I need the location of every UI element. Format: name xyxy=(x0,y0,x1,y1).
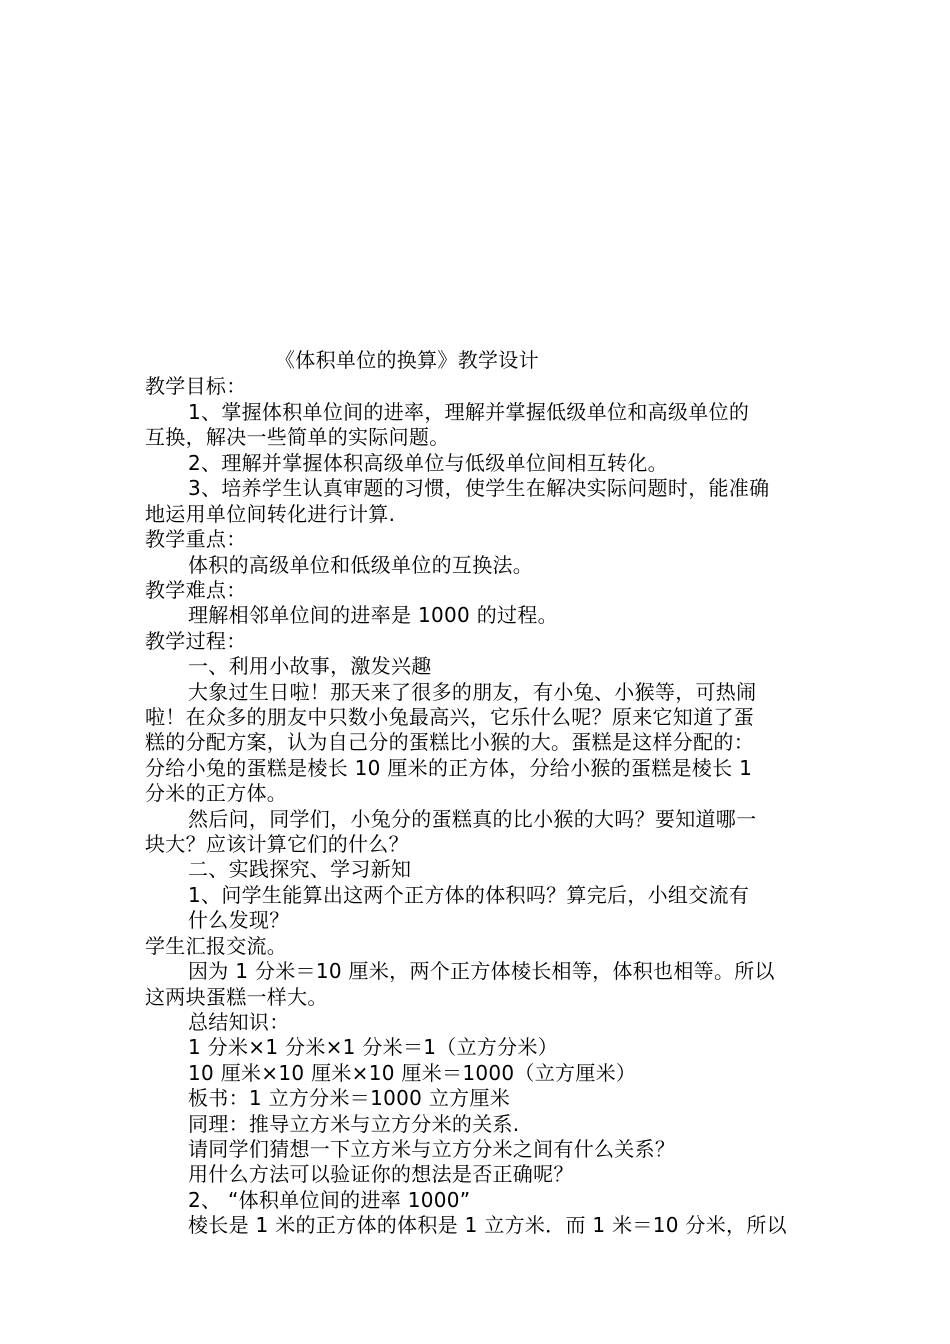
blackboard-note: 板书：1 立方分米＝1000 立方厘米 xyxy=(188,1086,511,1110)
difficulties-text: 理解相邻单位间的进率是 1000 的过程。 xyxy=(188,603,558,627)
guess-question: 请同学们猜想一下立方米与立方分米之间有什么关系？ xyxy=(188,1137,676,1161)
key-points-text: 体积的高级单位和低级单位的互换法。 xyxy=(188,553,534,577)
question-paragraph-line-2: 块大？应该计算它们的什么？ xyxy=(145,832,409,856)
verify-question: 用什么方法可以验证你的想法是否正确呢？ xyxy=(188,1162,574,1186)
derivation-note: 同理：推导立方米与立方分米的关系. xyxy=(188,1112,520,1136)
section-2-heading: 二、实践探究、学习新知 xyxy=(188,857,412,881)
objective-1-cont: 互换，解决一些简单的实际问题。 xyxy=(145,425,450,449)
formula-cubic-decimeter: 1 分米×1 分米×1 分米＝1（立方分米） xyxy=(188,1035,559,1059)
heading-key-points: 教学重点： xyxy=(145,527,247,551)
story-paragraph-line-5: 分米的正方体。 xyxy=(145,781,288,805)
objective-2: 2、理解并掌握体积高级单位与低级单位间相互转化。 xyxy=(188,451,668,475)
objective-3-cont: 地运用单位间转化进行计算. xyxy=(145,502,396,526)
step-1-line-1: 1、问学生能算出这两个正方体的体积吗？算完后，小组交流有 xyxy=(188,883,750,907)
document-title: 《体积单位的换算》教学设计 xyxy=(275,348,539,372)
reason-line-1: 因为 1 分米＝10 厘米，两个正方体棱长相等，体积也相等。所以 xyxy=(188,959,775,983)
question-paragraph-line-1: 然后问，同学们，小兔分的蛋糕真的比小猴的大吗？要知道哪一 xyxy=(188,807,757,831)
heading-process: 教学过程： xyxy=(145,629,247,653)
objective-3: 3、培养学生认真审题的习惯，使学生在解决实际问题时，能准确 xyxy=(188,476,770,500)
story-paragraph-line-2: 啦！在众多的朋友中只数小兔最高兴，它乐什么呢？原来它知道了蛋 xyxy=(145,705,754,729)
story-paragraph-line-4: 分给小兔的蛋糕是棱长 10 厘米的正方体，分给小猴的蛋糕是棱长 1 xyxy=(145,756,753,780)
heading-difficulties: 教学难点： xyxy=(145,578,247,602)
formula-cubic-centimeter: 10 厘米×10 厘米×10 厘米＝1000（立方厘米） xyxy=(188,1061,637,1085)
student-report: 学生汇报交流。 xyxy=(145,934,288,958)
step-1-line-2: 什么发现？ xyxy=(188,908,290,932)
reason-line-2: 这两块蛋糕一样大。 xyxy=(145,985,328,1009)
story-paragraph-line-1: 大象过生日啦！那天来了很多的朋友，有小兔、小猴等，可热闹 xyxy=(188,680,757,704)
summary-heading: 总结知识： xyxy=(188,1010,290,1034)
section-1-heading: 一、利用小故事，激发兴趣 xyxy=(188,654,432,678)
heading-teaching-objectives: 教学目标： xyxy=(145,374,247,398)
cube-meter-line: 棱长是 1 米的正方体的体积是 1 立方米．而 1 米＝10 分米，所以 xyxy=(188,1213,787,1237)
step-2-heading: 2、 “体积单位间的进率 1000” xyxy=(188,1188,471,1212)
story-paragraph-line-3: 糕的分配方案，认为自己分的蛋糕比小猴的大。蛋糕是这样分配的： xyxy=(145,730,754,754)
objective-1: 1、掌握体积单位间的进率，理解并掌握低级单位和高级单位的 xyxy=(188,400,750,424)
